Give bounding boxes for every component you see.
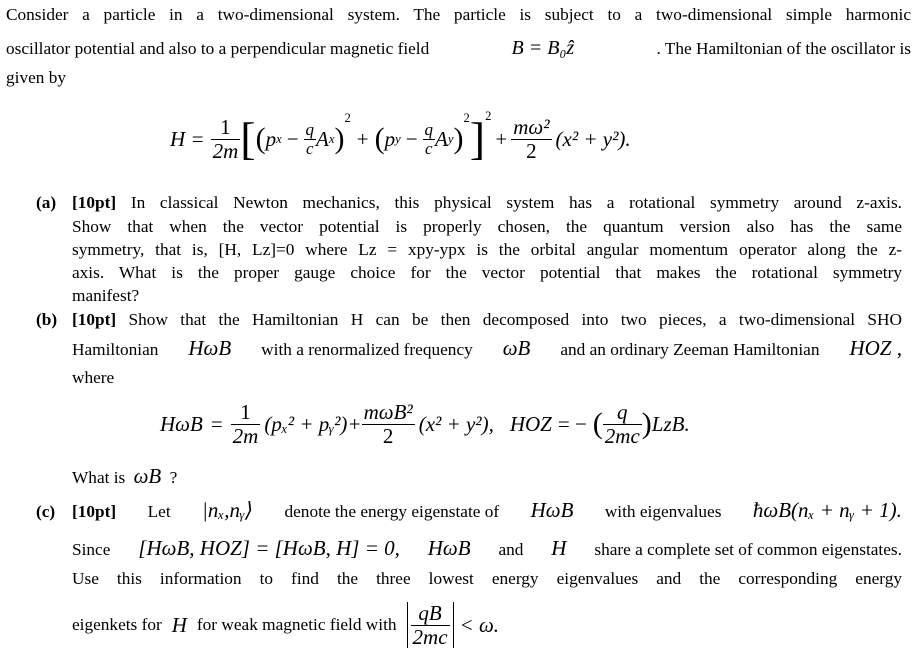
part-c-line-3: Use this information to find the three lowest energy eigenvalues and the corresponding energy: [72, 569, 902, 588]
eq-prefactor: $\frac{1}{2m}$: [232, 400, 259, 448]
HOZ-inline: HOZ ,: [849, 336, 902, 360]
part-b-line-2-c: and an ordinary Zeeman Hamiltonian: [560, 340, 820, 359]
bracket-open: [: [240, 113, 256, 164]
part-a-points: [10pt]: [72, 193, 117, 212]
eigenvalue-expr: ħωB(nₓ + nᵧ + 1).: [752, 498, 902, 522]
eq-potential-tail: (x² + y²),: [418, 411, 494, 436]
square-1: 2: [344, 111, 351, 125]
part-c-line-2: [72, 538, 902, 559]
minus-2: −: [405, 126, 418, 151]
part-c-points: [10pt]: [72, 502, 117, 521]
paren-open-1: (: [255, 122, 266, 155]
part-c-label: (c): [36, 502, 56, 521]
what-is-text: What is: [72, 468, 126, 487]
eq-potential-prefactor: $\frac{\text{mωB²}}{2}$: [363, 400, 413, 448]
part-c-line-1: [72, 500, 902, 521]
Ax-symbol: A: [316, 126, 329, 151]
part-b-label: (b): [36, 310, 58, 329]
part-b-line-1: [72, 311, 902, 328]
plus-1: +: [356, 126, 369, 151]
plus-2: +: [495, 126, 508, 151]
eq-zeeman-tail: LzB.: [651, 411, 690, 436]
Ax-sub: x: [328, 131, 335, 146]
py-sub: y: [395, 131, 401, 146]
part-c-H-omegaB-2: HωB: [427, 536, 471, 560]
part-a-line-1-text: In classical Newton mechanics, this physical system has a rotational symmetry around z-axis.: [130, 193, 903, 212]
part-a-line-5: manifest?: [72, 286, 140, 305]
part-c-eigenkets-for: eigenkets for: [72, 615, 162, 635]
eq-H-omegaB: HωB: [160, 411, 203, 436]
hamiltonian-prefactor: $\frac{1}{2m}$: [212, 115, 239, 163]
H-omegaB-inline: HωB: [188, 336, 232, 360]
intro-line-2-a: oscillator potential and also to a perpendicular magnetic field: [6, 39, 430, 58]
paren-close-2: ): [453, 122, 464, 155]
magnetic-field-expr: B = B₀ẑ: [511, 37, 575, 59]
hamiltonian-lhs: H =: [170, 126, 205, 151]
intro-line-1: Consider a particle in a two-dimensional system. The particle is subject to a two-dimensional simple harmonic: [6, 5, 911, 24]
intro-line-2: [6, 38, 911, 58]
ket-nx-ny: |nₓ,nᵧ⟩: [202, 498, 254, 522]
part-b-line-2-b: with a renormalized frequency: [261, 340, 473, 359]
eq-paren-close: ): [641, 407, 652, 440]
part-c-line-4: [72, 596, 499, 654]
px-symbol: p: [265, 126, 277, 151]
minus-1: −: [286, 126, 299, 151]
square-3: 2: [485, 109, 492, 123]
omegaB-inline: ωB: [502, 336, 531, 360]
part-b-what-is: [72, 466, 177, 487]
part-c-and: and: [498, 540, 524, 559]
paren-open-2: (: [374, 122, 385, 155]
part-a-label: (a): [36, 193, 57, 212]
intro-line-2-b: . The Hamiltonian of the oscillator is: [656, 39, 911, 58]
intro-line-3: given by: [6, 68, 66, 87]
part-b-line-2: [72, 338, 902, 359]
part-a-line-1: [72, 194, 902, 211]
part-c-H: H: [551, 536, 567, 560]
what-is-question: ?: [169, 468, 178, 487]
part-c-since: Since: [72, 540, 111, 559]
part-a-line-4: axis. What is the proper gauge choice for the vector potential that makes the rotational symmetry: [72, 263, 902, 282]
Ay-symbol: A: [435, 126, 448, 151]
part-c-H-2: H: [171, 612, 187, 637]
decomposition-equation: [160, 396, 690, 452]
eq-paren-open: (: [592, 407, 603, 440]
eq-momentum-terms: (pₓ² + pᵧ²)+: [264, 411, 362, 436]
q-over-c-1: $\frac{q}{c}$: [305, 119, 315, 158]
q-over-c-2: $\frac{q}{c}$: [424, 119, 434, 158]
potential-prefactor: $\frac{\text{mω²}}{2}$: [513, 115, 550, 163]
part-c-line-1-c: with eigenvalues: [604, 502, 722, 521]
part-c-line-1-b: denote the energy eigenstate of: [284, 502, 500, 521]
paren-close-1: ): [334, 122, 345, 155]
eq-equals-2: = −: [557, 411, 587, 436]
part-c-line-2-c: share a complete set of common eigenstates.: [594, 540, 902, 559]
hamiltonian-equation: [170, 108, 631, 170]
what-is-omegaB: ωB: [133, 464, 162, 488]
bracket-close: ]: [469, 113, 486, 164]
part-c-weak-field: for weak magnetic field with: [196, 615, 397, 635]
Ay-sub: y: [447, 131, 454, 146]
part-a-line-3: symmetry, that is, [H, Lz]=0 where Lz = xpy-ypx is the orbital angular momentum operator along the z-: [72, 240, 902, 259]
part-a-line-2: Show that when the vector potential is properly chosen, the quantum version also has the same: [72, 217, 902, 236]
potential-tail: (x² + y²).: [555, 126, 631, 151]
eq-equals-1: =: [210, 411, 223, 436]
part-c-let: Let: [147, 502, 171, 521]
py-symbol: p: [384, 126, 396, 151]
part-b-line-1-text: Show that the Hamiltonian H can be then decomposed into two pieces, a two-dimensional SHO: [128, 310, 903, 329]
commutator-expr: [HωB, HOZ] = [HωB, H] = 0,: [138, 536, 400, 560]
eq-q-over-2mc: $\frac{q}{2mc}$: [604, 400, 640, 448]
part-b-line-3: where: [72, 368, 115, 387]
part-b-points: [10pt]: [72, 310, 117, 329]
part-c-H-omegaB: HωB: [530, 498, 574, 522]
weak-field-tail: < ω.: [459, 612, 500, 637]
px-sub: x: [276, 131, 282, 146]
square-2: 2: [463, 111, 470, 125]
part-b-line-2-a: Hamiltonian: [72, 340, 159, 359]
abs-qB-over-2mc: $\frac{qB}{2mc}$: [407, 602, 454, 647]
eq-HOZ: HOZ: [509, 411, 552, 436]
